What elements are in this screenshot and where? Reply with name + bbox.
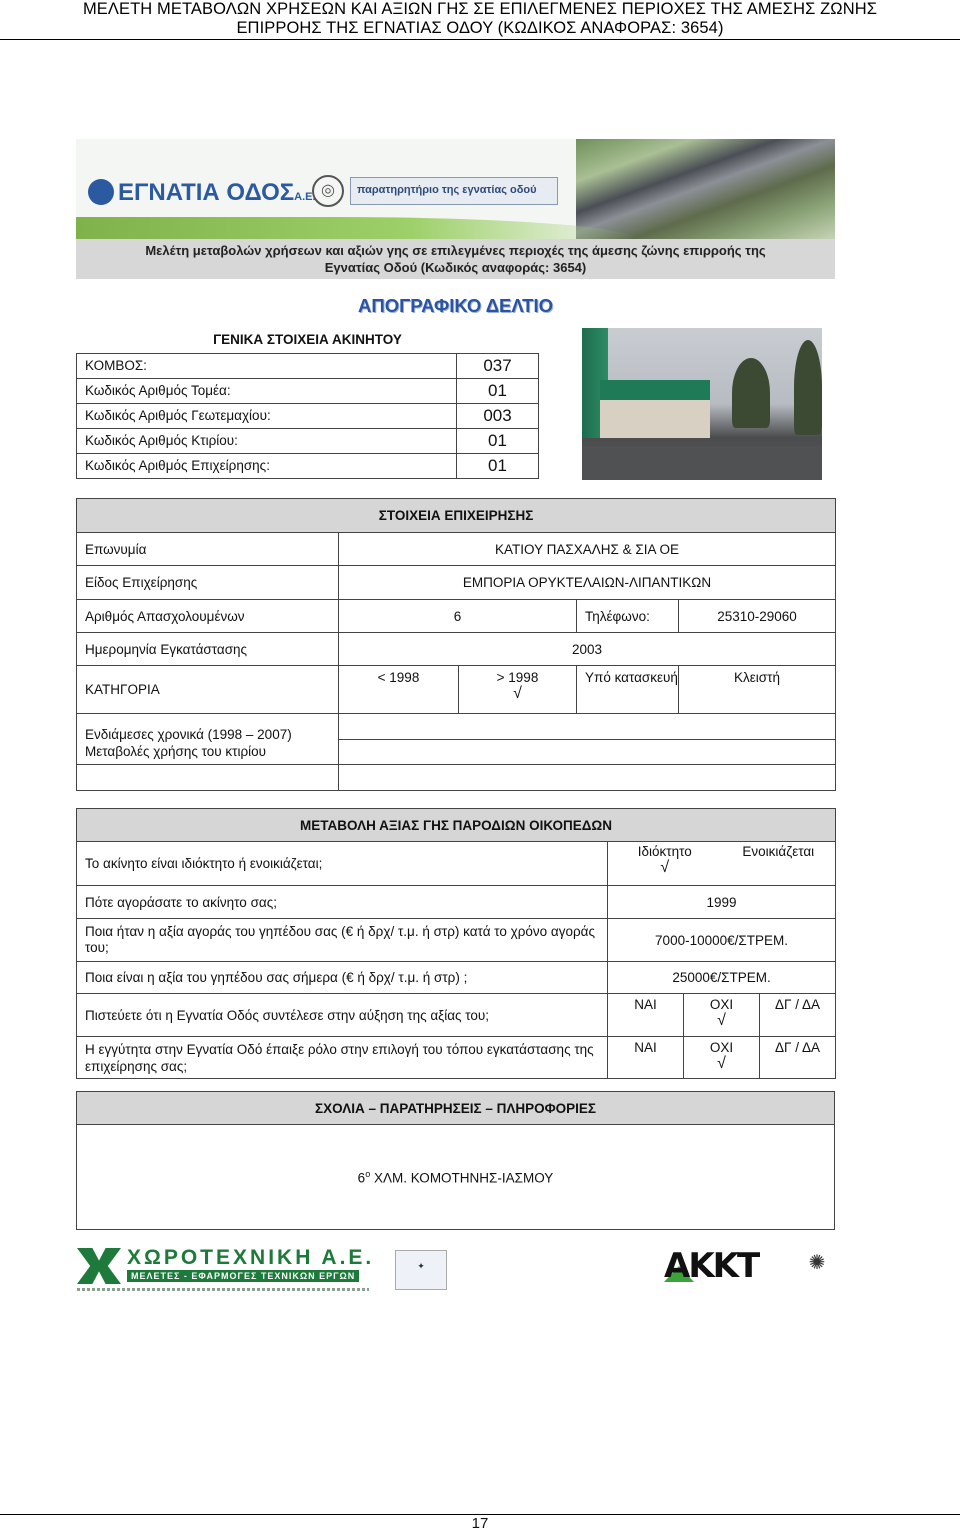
business-data-table [76,498,836,791]
form-title: ΑΠΟΓΡΑΦΙΚΟ ΔΕΛΤΙΟ [357,295,553,316]
document-header-line1: ΜΕΛΕΤΗ ΜΕΤΑΒΟΛΩΝ ΧΡΗΣΕΩΝ ΚΑΙ ΑΞΙΩΝ ΓΗΣ ΣΕ ΕΠΙΛΕΓΜΕΝΕΣ ΠΕΡΙΟΧΕΣ ΤΗΣ ΑΜΕΣΗΣ ΖΩΝΗΣ [82,0,878,18]
general-row-label: Κωδικός Αριθμός Γεωτεμαχίου: [77,403,457,428]
certification-badge-icon: ✦ [417,1261,425,1271]
header-rule [0,39,960,40]
employees-value: 6 [339,600,577,633]
banner-green-swoosh [76,217,636,239]
rented-option: Ενοικιάζεται [742,844,815,859]
usage-changes-spacer [77,765,339,791]
answer-no: ΟΧΙ √ [684,994,760,1037]
business-type-label: Είδος Επιχείρησης [77,566,339,600]
chorotechniki-x-icon [77,1248,121,1284]
general-row-value: 037 [457,353,539,378]
land-value-table [76,808,836,1079]
comments-table [76,1091,835,1230]
business-name-label: Επωνυμία [77,533,339,566]
current-value-question: Ποια είναι η αξία του γηπέδου σας σήμερα (€ ή δρχ/ τ.μ. ή στρ) ; [77,962,608,994]
property-photo [582,328,822,480]
general-row-label: ΚΟΜΒΟΣ: [77,353,457,378]
usage-changes-label: Ενδιάμεσες χρονικά (1998 – 2007) Μεταβολές χρήσης του κτιρίου [77,714,339,765]
category-option-closed: Κλειστή [679,666,836,714]
general-row-value: 01 [457,428,539,453]
business-data-header: ΣΤΟΙΧΕΙΑ ΕΠΙΧΕΙΡΗΣΗΣ [77,499,836,533]
egnatia-odos-logo: ΕΓΝΑΤΙΑ ΟΔΟΣΑ.Ε. [88,179,316,207]
usage-changes-value-3 [339,765,836,791]
usage-changes-value-2 [339,740,836,765]
photo-tree [732,358,770,428]
land-value-header: ΜΕΤΑΒΟΛΗ ΑΞΙΑΣ ΓΗΣ ΠΑΡΟΔΙΩΝ ΟΙΚΟΠΕΔΩΝ [77,809,836,842]
general-row-label: Κωδικός Αριθμός Τομέα: [77,378,457,403]
emblem-icon: ✺ [808,1252,826,1274]
general-data-table [76,327,539,479]
installation-date-label: Ημερομηνία Εγκατάστασης [77,633,339,666]
general-row-value: 01 [457,453,539,478]
comments-body: $6^o$ ΧΛΜ. ΚΟΜΟΤΗΝΗΣ-ΙΑΣΜΟΥ [77,1125,835,1230]
category-option-before-1998: < 1998 [339,666,459,714]
installation-date-value: 2003 [339,633,836,666]
logo-small-print [77,1288,369,1291]
business-name-value: ΚΑΤΙΟΥ ΠΑΣΧΑΛΗΣ & ΣΙΑ ΟΕ [339,533,836,566]
owned-option: Ιδιόκτητο √ [608,842,722,885]
business-type-value: ΕΜΠΟΡΙΑ ΟΡΥΚΤΕΛΑΙΩΝ-ΛΙΠΑΝΤΙΚΩΝ [339,566,836,600]
ownership-answer [608,842,836,886]
document-header [0,0,960,40]
proximity-question: Η εγγύτητα στην Εγνατία Οδό έπαιξε ρόλο στην επιλογή του τόπου εγκατάστασης της επιχείρησης σας; [77,1037,608,1079]
purchase-value-question: Ποια ήταν η αξία αγοράς του γηπέδου σας (€ ή δρχ/ τ.μ. ή στρ) κατά το χρόνο αγοράς του; [77,919,608,962]
photo-canopy [600,380,710,400]
ownership-question: Το ακίνητο είναι ιδιόκτητο ή ενοικιάζεται; [77,842,608,886]
document-header-line2: ΕΠΙΡΡΟΗΣ ΤΗΣ ΕΓΝΑΤΙΑΣ ΟΔΟΥ (ΚΩΔΙΚΟΣ ΑΝΑΦΟΡΑΣ: 3654) [236,19,724,37]
employees-label: Αριθμός Απασχολουμένων [77,600,339,633]
checkmark-icon: √ [717,1012,726,1029]
photo-building [600,400,710,438]
form-banner [76,139,835,239]
general-data-header: ΓΕΝΙΚΑ ΣΤΟΙΧΕΙΑ ΑΚΙΝΗΤΟΥ [77,327,539,353]
egnatia-value-question: Πιστεύετε ότι η Εγνατία Οδός συντέλεσε στην αύξηση της αξίας του; [77,994,608,1037]
akkt-logo: ΑΚΚΤ [664,1246,759,1286]
checkmark-icon: √ [717,1055,726,1072]
observatory-ring-icon: ◎ [312,175,344,207]
answer-dk: ΔΓ / ΔΑ [760,994,836,1037]
phone-value: 25310-29060 [679,600,836,633]
answer-no: ΟΧΙ √ [684,1037,760,1079]
comments-header: ΣΧΟΛΙΑ – ΠΑΡΑΤΗΡΗΣΕΙΣ – ΠΛΗΡΟΦΟΡΙΕΣ [77,1092,835,1125]
category-label: ΚΑΤΗΓΟΡΙΑ [77,666,339,714]
purchase-value-answer: 7000-10000€/ΣΤΡΕΜ. [608,919,836,962]
highway-photo [576,139,835,239]
category-option-after-1998: > 1998 √ [459,666,577,714]
answer-dk: ΔΓ / ΔΑ [760,1037,836,1079]
photo-road [582,446,822,480]
general-row-label: Κωδικός Αριθμός Επιχείρησης: [77,453,457,478]
egnatia-logo-icon [88,179,114,205]
chorotechniki-logo: ΧΩΡΟΤΕΧΝΙΚΗ Α.Ε. ΜΕΛΕΤΕΣ - ΕΦΑΡΜΟΓΕΣ ΤΕΧΝΙΚΩΝ ΕΡΓΩΝ [77,1248,369,1296]
checkmark-icon: √ [660,859,670,876]
purchase-year-question: Πότε αγοράσατε το ακίνητο σας; [77,886,608,919]
phone-label: Τηλέφωνο: [577,600,679,633]
page-number: 17 [471,1515,489,1532]
answer-yes: ΝΑΙ [608,994,684,1037]
study-subtitle: Μελέτη μεταβολών χρήσεων και αξιών γης σε επιλεγμένες περιοχές της άμεσης ζώνης επιρροής της Εγνατίας Οδού (Κωδικός αναφοράς: 3654) [76,239,835,279]
observatory-logo [312,175,552,211]
answer-yes: ΝΑΙ [608,1037,684,1079]
observatory-label: παρατηρητήριο της εγνατίας οδού [350,177,558,205]
photo-tree [794,340,822,435]
category-option-under-construction: Υπό κατασκευή [577,666,679,714]
current-value-answer: 25000€/ΣΤΡΕΜ. [608,962,836,994]
usage-changes-value-1 [339,714,836,740]
general-row-value: 01 [457,378,539,403]
purchase-year-value: 1999 [608,886,836,919]
general-row-label: Κωδικός Αριθμός Κτιρίου: [77,428,457,453]
general-row-value: 003 [457,403,539,428]
certification-logo [395,1250,447,1290]
checkmark-icon: √ [513,685,522,702]
